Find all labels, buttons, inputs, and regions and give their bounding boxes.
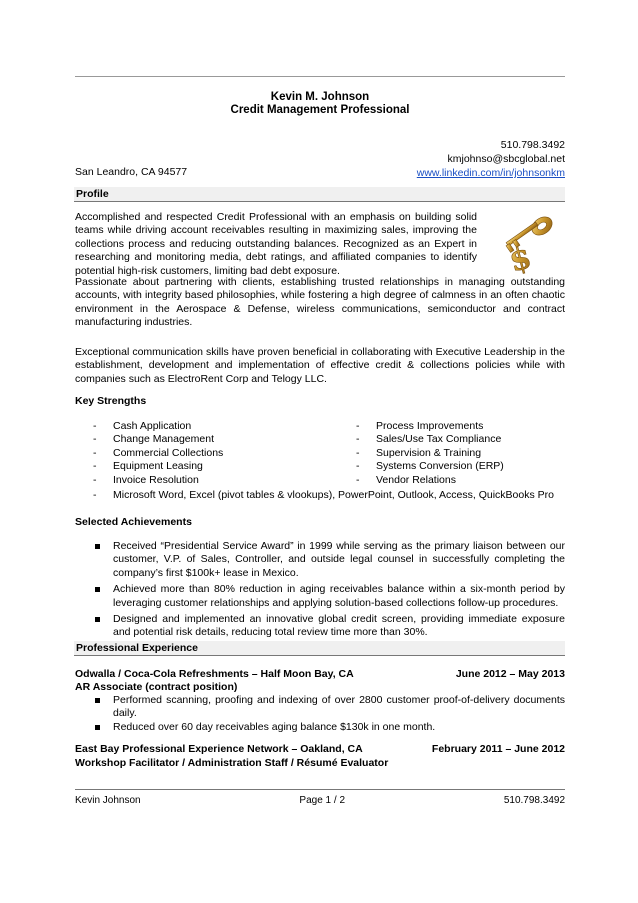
list-item: - Cash Application xyxy=(93,420,323,433)
svg-text:$: $ xyxy=(505,240,536,276)
job-1-title: AR Associate (contract position) xyxy=(75,681,238,693)
list-item: - Commercial Collections xyxy=(93,447,323,460)
job-2-title: Workshop Facilitator / Administration Staff / Résumé Evaluator xyxy=(75,757,389,769)
list-item: - Invoice Resolution xyxy=(93,474,323,487)
profile-paragraph-1: Accomplished and respected Credit Professional with an emphasis on building solid teams while driving account receivables resulting in maximizing sales, improving the collections process and reducing outstanding balances. Recognized as an Expert in researching and monitoring media, debt ratings, and affiliated companies to identify potential high-risk customers, limiting bad debt exposure. xyxy=(75,211,477,277)
key-strengths-heading: Key Strengths xyxy=(75,395,147,407)
job-1-bullets xyxy=(75,694,565,734)
job-2-dates: February 2011 – June 2012 xyxy=(431,743,565,755)
email-address[interactable]: kmjohnso@sbcglobal.net xyxy=(447,153,565,165)
linkedin-link[interactable]: www.linkedin.com/in/johnsonkm xyxy=(416,167,565,179)
footer-phone: 510.798.3492 xyxy=(503,795,565,806)
software-skills xyxy=(93,489,563,502)
profile-paragraph-3: Exceptional communication skills have proven beneficial in collaborating with Executive Leadership in the establishment, development and implementation of effective credit & collections policies while with companies such as ElectroRent Corp and Telogy LLC. xyxy=(75,346,565,385)
list-item: - Change Management xyxy=(93,433,323,446)
list-item: - Sales/Use Tax Compliance xyxy=(356,433,556,446)
profile-paragraph-2: Passionate about partnering with clients, establishing trusted relationships in managing outstanding accounts, with integrity based philosophies, while fostering a high degree of calmness in an often chaotic environment in the Aerospace & Defense, wireless communications, semiconductor and contract manufacturing industries. xyxy=(75,276,565,329)
strengths-list-left xyxy=(93,420,323,487)
list-item: Performed scanning, proofing and indexing of over 2800 customer proof-of-delivery documents daily. xyxy=(75,694,565,721)
top-rule xyxy=(75,76,565,77)
achievements-list xyxy=(75,540,565,640)
job-1-dates: June 2012 – May 2013 xyxy=(455,668,565,680)
strengths-list-right xyxy=(356,420,556,487)
section-heading-experience: Professional Experience xyxy=(74,641,565,656)
candidate-headline: Credit Management Professional xyxy=(230,104,410,116)
section-heading-profile: Profile xyxy=(74,187,565,202)
list-item: Achieved more than 80% reduction in aging receivables balance within a six-month period by leveraging customer relationships and applying solution-based collections follow-up procedures. xyxy=(75,583,565,610)
list-item: - Equipment Leasing xyxy=(93,460,323,473)
list-item: - Systems Conversion (ERP) xyxy=(356,460,556,473)
list-item: - Supervision & Training xyxy=(356,447,556,460)
list-item: - Vendor Relations xyxy=(356,474,556,487)
job-1-company: Odwalla / Coca-Cola Refreshments – Half Moon Bay, CA xyxy=(75,668,354,680)
phone-number: 510.798.3492 xyxy=(500,139,565,151)
list-item: Received “Presidential Service Award” in 1999 while serving as the primary liaison between our customer, V.P. of Sales, Controller, and outside legal counsel in successfully completing the company’s first $100k+ lease in Mexico. xyxy=(75,540,565,580)
achievements-heading: Selected Achievements xyxy=(75,516,192,528)
job-2-company: East Bay Professional Experience Network – Oakland, CA xyxy=(75,743,363,755)
footer-name: Kevin Johnson xyxy=(75,795,141,806)
footer-rule xyxy=(75,789,565,790)
footer-page-number: Page 1 / 2 xyxy=(299,795,346,806)
golden-key-dollar-icon xyxy=(484,208,564,276)
page-footer xyxy=(75,794,565,807)
list-item: Designed and implemented an innovative global credit screen, providing immediate exposure and potential risk details, reducing total review time more than 30%. xyxy=(75,613,565,640)
job-2-header xyxy=(75,742,565,756)
location: San Leandro, CA 94577 xyxy=(75,166,188,178)
list-item: - Microsoft Word, Excel (pivot tables & vlookups), PowerPoint, Outlook, Access, QuickBooks Pro xyxy=(93,489,563,502)
job-1-header xyxy=(75,667,565,681)
candidate-name: Kevin M. Johnson xyxy=(270,91,370,103)
list-item: - Process Improvements xyxy=(356,420,556,433)
list-item: Reduced over 60 day receivables aging balance $130k in one month. xyxy=(75,721,565,734)
